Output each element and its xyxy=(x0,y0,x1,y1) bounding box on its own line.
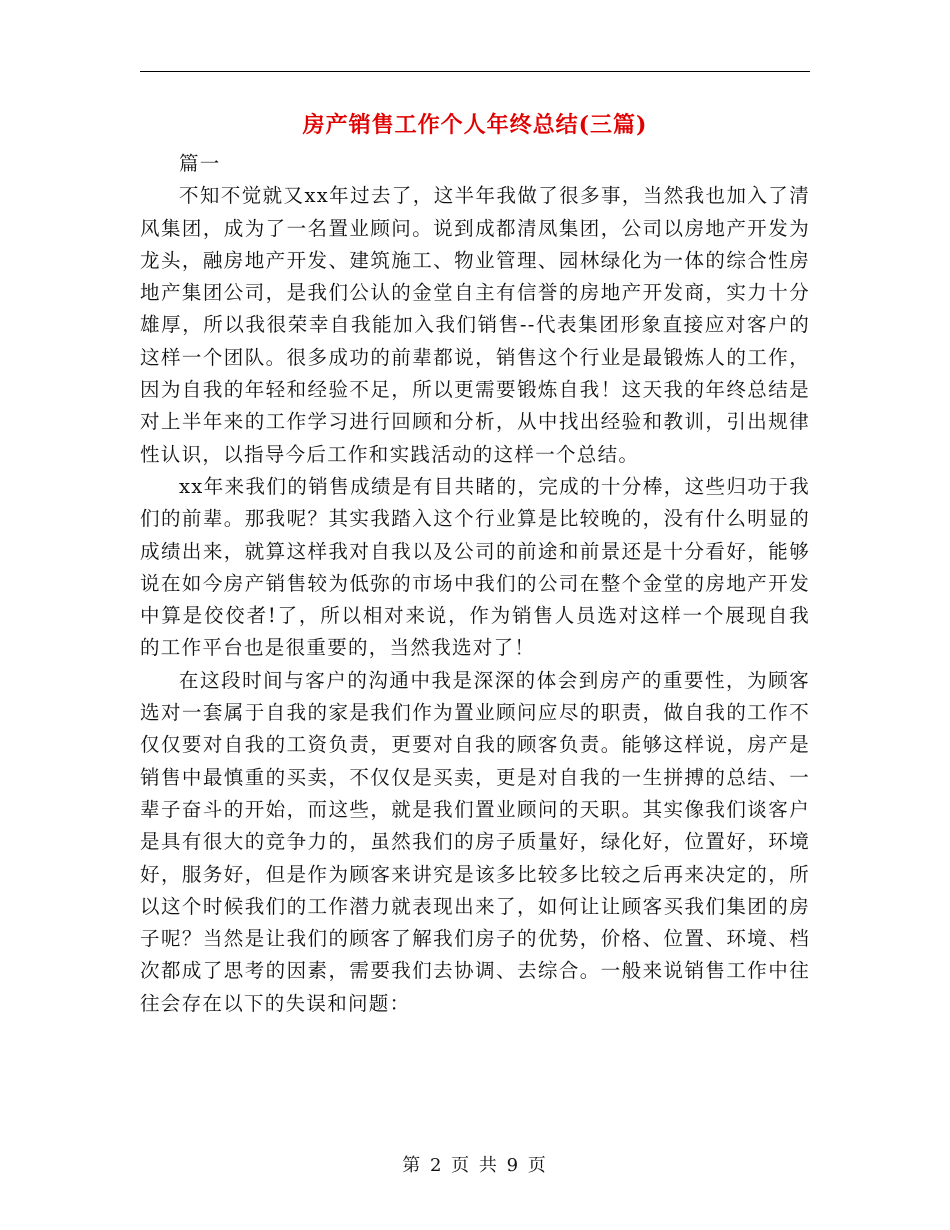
header-rule xyxy=(140,71,810,72)
body-paragraph-1: 不知不觉就又xx年过去了，这半年我做了很多事，当然我也加入了清风集团，成为了一名置业顾问。说到成都清凤集团，公司以房地产开发为龙头，融房地产开发、建筑施工、物业管理、园林绿化为一体的综合性房地产集团公司，是我们公认的金堂自主有信誉的房地产开发商，实力十分雄厚，所以我很荣幸自我能加入我们销售--代表集团形象直接应对客户的这样一个团队。很多成功的前辈都说，销售这个行业是最锻炼人的工作，因为自我的年轻和经验不足，所以更需要锻炼自我！这天我的年终总结是对上半年来的工作学习进行回顾和分析，从中找出经验和教训，引出规律性认识，以指导今后工作和实践活动的这样一个总结。 xyxy=(140,184,810,466)
body-paragraph-2: xx年来我们的销售成绩是有目共睹的，完成的十分棒，这些归功于我们的前辈。那我呢？其实我踏入这个行业算是比较晚的，没有什么明显的成绩出来，就算这样我对自我以及公司的前途和前景还是十分看好，能够说在如今房产销售较为低弥的市场中我们的公司在整个金堂的房地产开发中算是佼佼者!了，所以相对来说，作为销售人员选对这样一个展现自我的工作平台也是很重要的，当然我选对了！ xyxy=(140,474,810,660)
document-title: 房产销售工作个人年终总结(三篇) xyxy=(302,112,648,138)
page-number-footer: 第 2 页 共 9 页 xyxy=(402,1155,548,1176)
document-body xyxy=(140,148,810,1020)
body-paragraph-3: 在这段时间与客户的沟通中我是深深的体会到房产的重要性，为顾客选对一套属于自我的家是我们作为置业顾问应尽的职责，做自我的工作不仅仅要对自我的工资负责，更要对自我的顾客负责。能够这样说，房产是销售中最慎重的买卖，不仅仅是买卖，更是对自我的一生拼搏的总结、一辈子奋斗的开始，而这些，就是我们置业顾问的天职。其实像我们谈客户是具有很大的竞争力的，虽然我们的房子质量好，绿化好，位置好，环境好，服务好，但是作为顾客来讲究是该多比较多比较之后再来决定的，所以这个时候我们的工作潜力就表现出来了，如何让让顾客买我们集团的房子呢？当然是让我们的顾客了解我们房子的优势，价格、位置、环境、档次都成了思考的因素，需要我们去协调、去综合。一般来说销售工作中往往会存在以下的失误和问题： xyxy=(140,668,810,1015)
section-label: 篇一 xyxy=(179,152,221,175)
